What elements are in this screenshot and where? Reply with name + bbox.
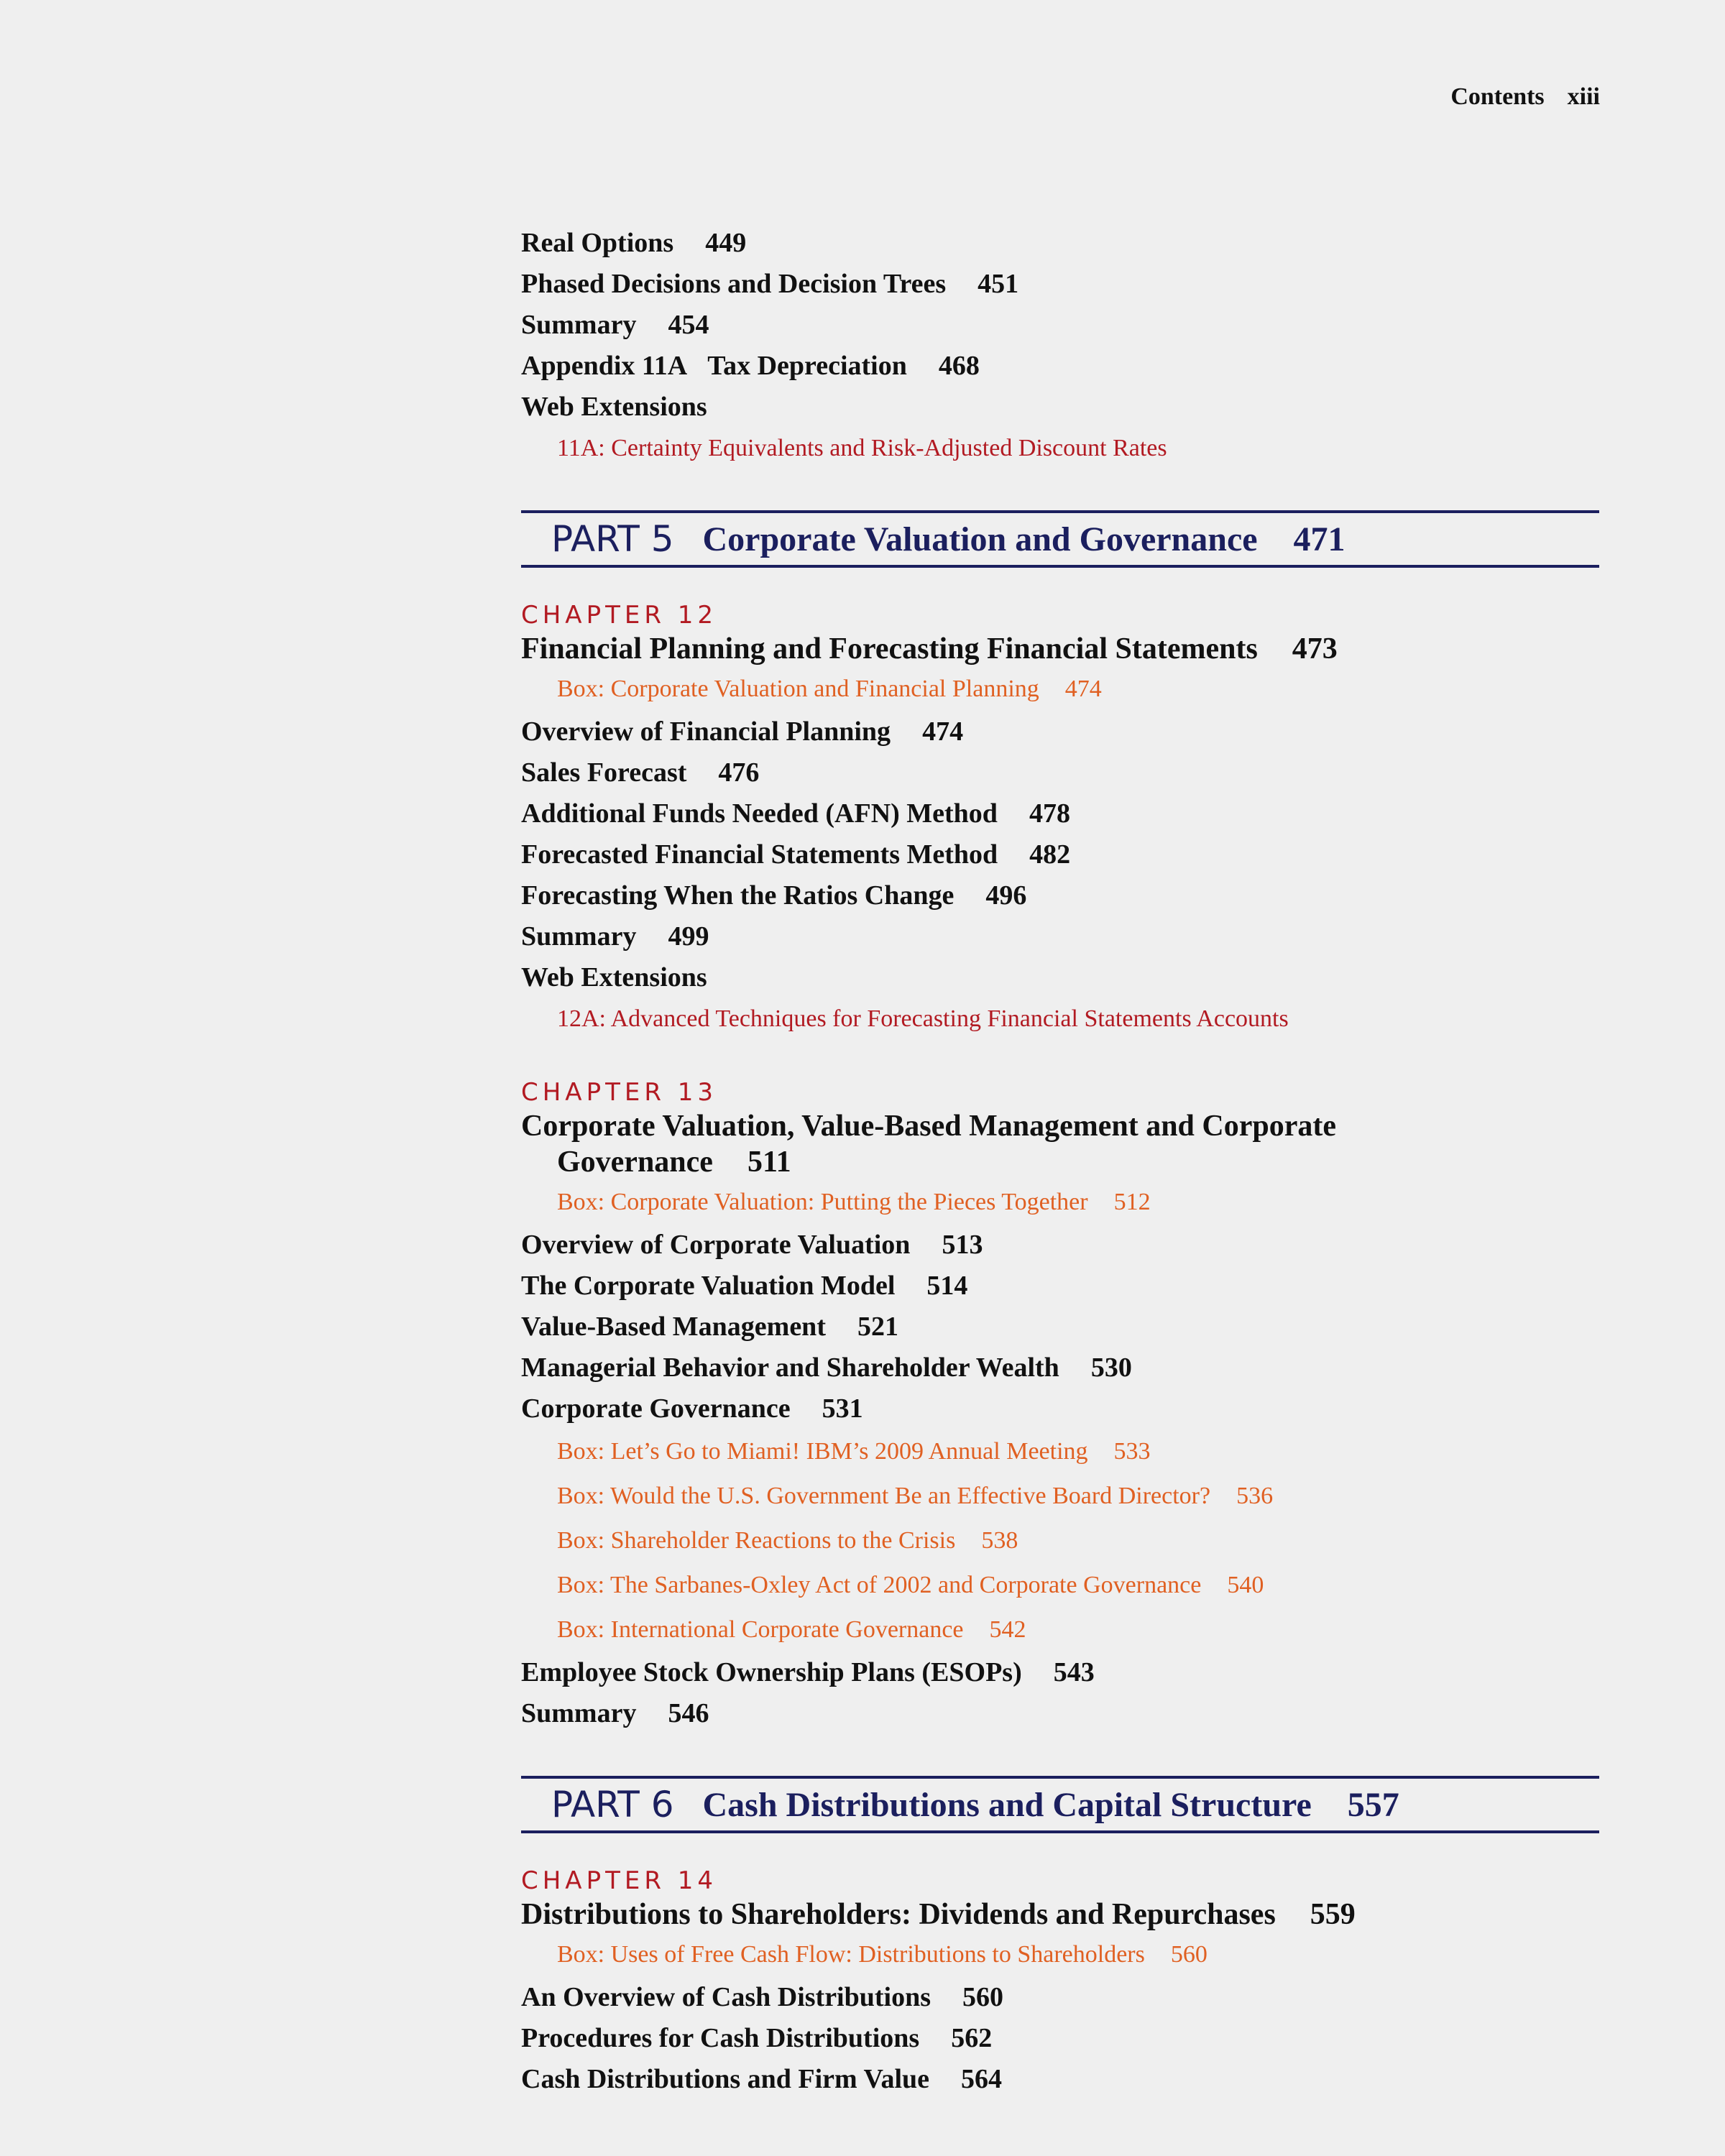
toc-entry[interactable]: Overview of Corporate Valuation 513 [521,1230,983,1260]
toc-entry[interactable]: Summary 499 [521,921,709,952]
toc-entry[interactable]: Value-Based Management 521 [521,1312,898,1342]
box-entry[interactable]: Box: Uses of Free Cash Flow: Distributions to Shareholders 560 [557,1941,1208,1968]
part-5-banner[interactable] [521,510,1599,568]
toc-entry[interactable]: An Overview of Cash Distributions 560 [521,1982,1004,2012]
web-extension-link[interactable]: 11A: Certainty Equivalents and Risk-Adjusted Discount Rates [557,435,1167,461]
chapter-label: CHAPTER 14 [521,1866,718,1895]
box-entry[interactable]: Box: Shareholder Reactions to the Crisis 538 [557,1527,1018,1554]
toc-entry[interactable]: Cash Distributions and Firm Value 564 [521,2064,1003,2094]
toc-entry[interactable]: Corporate Governance 531 [521,1393,863,1424]
part-title: Corporate Valuation and Governance [702,520,1258,558]
part-6-banner[interactable] [521,1776,1599,1833]
toc-entry[interactable]: Summary 454 [521,310,709,340]
box-entry[interactable]: Box: Would the U.S. Government Be an Effective Board Director? 536 [557,1483,1274,1509]
box-entry[interactable]: Box: The Sarbanes-Oxley Act of 2002 and Corporate Governance 540 [557,1572,1264,1598]
toc-entry-web-extensions: Web Extensions [521,392,707,422]
toc-entry[interactable]: Phased Decisions and Decision Trees 451 [521,269,1019,299]
chapter-title[interactable]: Distributions to Shareholders: Dividends and Repurchases 559 [521,1898,1356,1931]
toc-entry-web-extensions: Web Extensions [521,962,707,992]
chapter-title[interactable]: Corporate Valuation, Value-Based Management and Corporate Governance 511 [521,1110,1337,1179]
toc-entry[interactable]: Real Options 449 [521,228,747,258]
running-header [1450,83,1600,111]
part-title: Cash Distributions and Capital Structure [702,1785,1312,1824]
toc-entry[interactable]: Procedures for Cash Distributions 562 [521,2023,993,2053]
toc-entry[interactable]: Additional Funds Needed (AFN) Method 478 [521,798,1070,829]
part-page: 557 [1347,1785,1399,1824]
header-label: Contents [1450,83,1545,110]
toc-entry-appendix[interactable]: Appendix 11A Tax Depreciation 468 [521,351,980,381]
toc-entry[interactable]: Forecasting When the Ratios Change 496 [521,880,1027,911]
toc-entry[interactable]: The Corporate Valuation Model 514 [521,1271,968,1301]
chapter-title[interactable]: Financial Planning and Forecasting Financial Statements 473 [521,632,1338,665]
part-page: 471 [1293,520,1346,558]
web-extension-link[interactable]: 12A: Advanced Techniques for Forecasting Financial Statements Accounts [557,1005,1289,1032]
toc-entry[interactable]: Summary 546 [521,1698,709,1728]
toc-entry[interactable]: Employee Stock Ownership Plans (ESOPs) 543 [521,1657,1095,1687]
chapter-label: CHAPTER 12 [521,601,718,630]
box-entry[interactable]: Box: International Corporate Governance 542 [557,1616,1026,1643]
toc-entry[interactable]: Overview of Financial Planning 474 [521,717,964,747]
box-entry[interactable]: Box: Corporate Valuation: Putting the Pieces Together 512 [557,1189,1151,1215]
toc-entry[interactable]: Managerial Behavior and Shareholder Wealth 530 [521,1353,1132,1383]
toc-entry[interactable]: Sales Forecast 476 [521,757,760,788]
toc-content [521,223,1599,2100]
chapter-label: CHAPTER 13 [521,1078,718,1107]
toc-entry[interactable]: Forecasted Financial Statements Method 482 [521,839,1071,870]
part-label: PART 5 [551,518,674,560]
header-page-number: xiii [1567,83,1600,110]
box-entry[interactable]: Box: Let’s Go to Miami! IBM’s 2009 Annual Meeting 533 [557,1438,1151,1465]
part-label: PART 6 [551,1784,674,1825]
box-entry[interactable]: Box: Corporate Valuation and Financial Planning 474 [557,676,1102,702]
